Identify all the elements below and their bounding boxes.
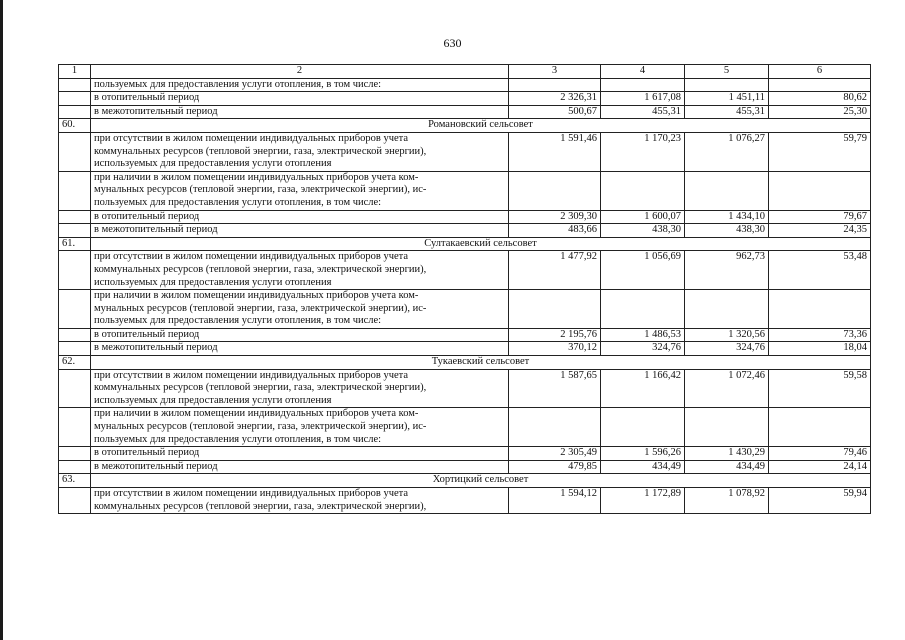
value-cell: 1 056,69 bbox=[601, 251, 685, 290]
row-number-cell bbox=[59, 460, 91, 474]
header-cell: 3 bbox=[509, 65, 601, 79]
description-cell bbox=[91, 488, 509, 514]
value-cell: 962,73 bbox=[685, 251, 769, 290]
description-line: при наличии в жилом помещении индивидуальных приборов учета ком- bbox=[94, 408, 419, 420]
description-line: при отсутствии в жилом помещении индивидуальных приборов учета bbox=[94, 488, 409, 499]
value-cell: 80,62 bbox=[769, 92, 871, 106]
header-cell: 2 bbox=[91, 65, 509, 79]
row-number-cell bbox=[59, 488, 91, 514]
value-cell: 1 591,46 bbox=[509, 132, 601, 171]
value-cell: 2 309,30 bbox=[509, 210, 601, 224]
value-cell bbox=[509, 78, 601, 92]
value-cell: 1 078,92 bbox=[685, 488, 769, 514]
value-cell: 2 195,76 bbox=[509, 328, 601, 342]
description-cell: пользуемых для предоставления услуги отопления, в том числе: bbox=[91, 78, 509, 92]
value-cell bbox=[601, 408, 685, 447]
value-cell: 59,58 bbox=[769, 369, 871, 408]
description-line: пользуемых для предоставления услуги отопления, в том числе: bbox=[94, 315, 382, 327]
description-line: пользуемых для предоставления услуги отопления, в том числе: bbox=[94, 433, 382, 445]
value-cell: 1 617,08 bbox=[601, 92, 685, 106]
row-number-cell bbox=[59, 328, 91, 342]
value-cell bbox=[769, 171, 871, 210]
description-cell: в межотопительный период bbox=[91, 224, 509, 238]
value-cell: 1 172,89 bbox=[601, 488, 685, 514]
description-line: используемых для предоставления услуги отопления bbox=[94, 394, 332, 406]
table-row bbox=[59, 447, 871, 461]
description-cell: в межотопительный период bbox=[91, 105, 509, 119]
table-row bbox=[59, 328, 871, 342]
description-cell bbox=[91, 171, 509, 210]
value-cell bbox=[509, 408, 601, 447]
value-cell: 434,49 bbox=[685, 460, 769, 474]
scan-edge-bar bbox=[0, 0, 3, 640]
description-cell bbox=[91, 290, 509, 329]
section-number: 60. bbox=[59, 119, 91, 133]
description-cell bbox=[91, 369, 509, 408]
table-row bbox=[59, 251, 871, 290]
value-cell: 59,79 bbox=[769, 132, 871, 171]
value-cell bbox=[685, 290, 769, 329]
value-cell: 324,76 bbox=[685, 342, 769, 356]
value-cell: 1 076,27 bbox=[685, 132, 769, 171]
value-cell: 455,31 bbox=[685, 105, 769, 119]
row-number-cell bbox=[59, 447, 91, 461]
value-cell: 438,30 bbox=[601, 224, 685, 238]
description-line: пользуемых для предоставления услуги отопления, в том числе: bbox=[94, 196, 382, 208]
table-row bbox=[59, 210, 871, 224]
value-cell bbox=[509, 171, 601, 210]
value-cell: 53,48 bbox=[769, 251, 871, 290]
value-cell: 2 326,31 bbox=[509, 92, 601, 106]
row-number-cell bbox=[59, 408, 91, 447]
row-number-cell bbox=[59, 224, 91, 238]
description-line: используемых для предоставления услуги отопления bbox=[94, 158, 332, 170]
table-header-row bbox=[59, 65, 871, 79]
row-number-cell bbox=[59, 132, 91, 171]
table-row bbox=[59, 92, 871, 106]
value-cell: 370,12 bbox=[509, 342, 601, 356]
table-row bbox=[59, 342, 871, 356]
description-line: при отсутствии в жилом помещении индивидуальных приборов учета bbox=[94, 132, 409, 144]
description-line: коммунальных ресурсов (тепловой энергии, газа, электрической энергии), bbox=[94, 500, 427, 512]
value-cell: 1 596,26 bbox=[601, 447, 685, 461]
description-cell: в межотопительный период bbox=[91, 342, 509, 356]
value-cell: 1 072,46 bbox=[685, 369, 769, 408]
section-number: 62. bbox=[59, 356, 91, 370]
section-name: Романовский сельсовет bbox=[91, 119, 871, 133]
value-cell: 1 430,29 bbox=[685, 447, 769, 461]
value-cell bbox=[601, 78, 685, 92]
table-row bbox=[59, 224, 871, 238]
value-cell: 1 451,11 bbox=[685, 92, 769, 106]
value-cell: 1 594,12 bbox=[509, 488, 601, 514]
description-line: мунальных ресурсов (тепловой энергии, газа, электрической энергии), ис- bbox=[94, 302, 427, 314]
row-number-cell bbox=[59, 369, 91, 408]
value-cell bbox=[769, 408, 871, 447]
value-cell bbox=[685, 408, 769, 447]
row-number-cell bbox=[59, 105, 91, 119]
value-cell bbox=[769, 290, 871, 329]
value-cell: 1 166,42 bbox=[601, 369, 685, 408]
row-number-cell bbox=[59, 78, 91, 92]
value-cell bbox=[509, 290, 601, 329]
row-number-cell bbox=[59, 171, 91, 210]
description-line: коммунальных ресурсов (тепловой энергии, газа, электрической энергии), bbox=[94, 145, 427, 157]
section-row bbox=[59, 119, 871, 133]
value-cell: 434,49 bbox=[601, 460, 685, 474]
row-number-cell bbox=[59, 342, 91, 356]
row-number-cell bbox=[59, 290, 91, 329]
table-row bbox=[59, 460, 871, 474]
value-cell: 79,67 bbox=[769, 210, 871, 224]
description-line: коммунальных ресурсов (тепловой энергии, газа, электрической энергии), bbox=[94, 382, 427, 394]
value-cell: 1 587,65 bbox=[509, 369, 601, 408]
value-cell bbox=[685, 78, 769, 92]
header-cell: 1 bbox=[59, 65, 91, 79]
description-line: коммунальных ресурсов (тепловой энергии, газа, электрической энергии), bbox=[94, 263, 427, 275]
description-cell: в отопительный период bbox=[91, 328, 509, 342]
page-number: 630 bbox=[443, 36, 462, 50]
header-cell: 5 bbox=[685, 65, 769, 79]
value-cell: 73,36 bbox=[769, 328, 871, 342]
value-cell: 1 434,10 bbox=[685, 210, 769, 224]
description-cell bbox=[91, 251, 509, 290]
description-cell: в отопительный период bbox=[91, 447, 509, 461]
header-cell: 6 bbox=[769, 65, 871, 79]
table-row bbox=[59, 488, 871, 514]
value-cell: 1 486,53 bbox=[601, 328, 685, 342]
table-row bbox=[59, 408, 871, 447]
value-cell: 18,04 bbox=[769, 342, 871, 356]
description-cell: в межотопительный период bbox=[91, 460, 509, 474]
description-cell: в отопительный период bbox=[91, 92, 509, 106]
value-cell: 438,30 bbox=[685, 224, 769, 238]
description-cell bbox=[91, 132, 509, 171]
table-row bbox=[59, 171, 871, 210]
table-row bbox=[59, 290, 871, 329]
description-line: мунальных ресурсов (тепловой энергии, газа, электрической энергии), ис- bbox=[94, 421, 427, 433]
description-cell bbox=[91, 408, 509, 447]
value-cell: 479,85 bbox=[509, 460, 601, 474]
value-cell bbox=[601, 290, 685, 329]
table-row bbox=[59, 105, 871, 119]
value-cell: 25,30 bbox=[769, 105, 871, 119]
row-number-cell bbox=[59, 251, 91, 290]
description-line: при отсутствии в жилом помещении индивидуальных приборов учета bbox=[94, 251, 409, 263]
value-cell: 500,67 bbox=[509, 105, 601, 119]
header-cell: 4 bbox=[601, 65, 685, 79]
section-row bbox=[59, 356, 871, 370]
row-number-cell bbox=[59, 92, 91, 106]
section-number: 61. bbox=[59, 237, 91, 251]
value-cell: 455,31 bbox=[601, 105, 685, 119]
row-number-cell bbox=[59, 210, 91, 224]
section-number: 63. bbox=[59, 474, 91, 488]
section-row bbox=[59, 237, 871, 251]
value-cell: 24,14 bbox=[769, 460, 871, 474]
value-cell: 2 305,49 bbox=[509, 447, 601, 461]
description-line: мунальных ресурсов (тепловой энергии, газа, электрической энергии), ис- bbox=[94, 184, 427, 196]
value-cell: 24,35 bbox=[769, 224, 871, 238]
description-cell: в отопительный период bbox=[91, 210, 509, 224]
value-cell bbox=[601, 171, 685, 210]
description-line: при наличии в жилом помещении индивидуальных приборов учета ком- bbox=[94, 290, 419, 302]
value-cell bbox=[769, 78, 871, 92]
table-row bbox=[59, 132, 871, 171]
value-cell: 1 600,07 bbox=[601, 210, 685, 224]
table-row bbox=[59, 78, 871, 92]
value-cell: 59,94 bbox=[769, 488, 871, 514]
section-name: Тукаевский сельсовет bbox=[91, 356, 871, 370]
value-cell: 324,76 bbox=[601, 342, 685, 356]
value-cell: 1 320,56 bbox=[685, 328, 769, 342]
section-name: Хортицкий сельсовет bbox=[91, 474, 871, 488]
table-row bbox=[59, 369, 871, 408]
description-line: при отсутствии в жилом помещении индивидуальных приборов учета bbox=[94, 369, 409, 381]
description-line: используемых для предоставления услуги отопления bbox=[94, 276, 332, 288]
value-cell: 79,46 bbox=[769, 447, 871, 461]
section-row bbox=[59, 474, 871, 488]
value-cell: 1 170,23 bbox=[601, 132, 685, 171]
value-cell: 483,66 bbox=[509, 224, 601, 238]
value-cell: 1 477,92 bbox=[509, 251, 601, 290]
section-name: Султакаевский сельсовет bbox=[91, 237, 871, 251]
tariff-table bbox=[58, 64, 871, 514]
description-line: при наличии в жилом помещении индивидуальных приборов учета ком- bbox=[94, 171, 419, 183]
value-cell bbox=[685, 171, 769, 210]
